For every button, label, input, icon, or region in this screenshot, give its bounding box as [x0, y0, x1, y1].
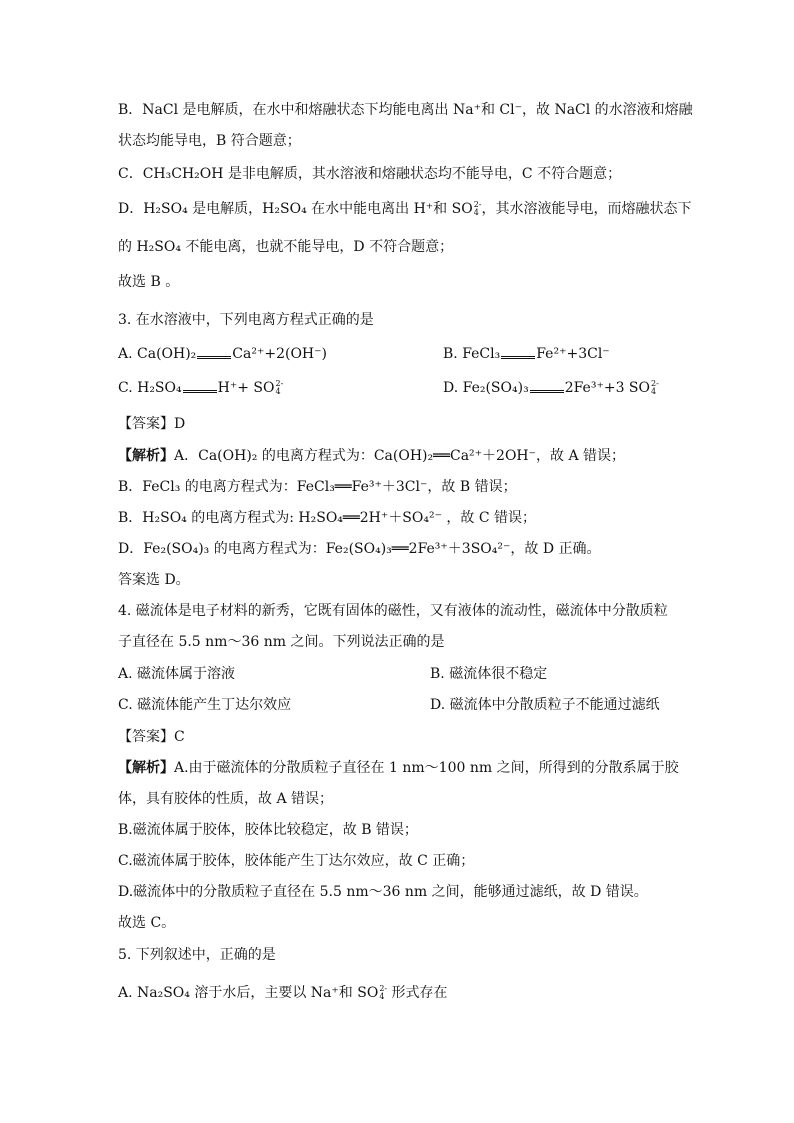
so4-charge: 2- 4	[473, 200, 482, 217]
prev-b-line1: B．NaCl 是电解质，在水中和熔融状态下均能电离出 Na⁺和 Cl⁻，故 NaCl 的水溶液和熔融	[118, 102, 693, 118]
q3-analysis-b: B．FeCl₃ 的电离方程式为：FeCl₃══Fe³⁺＋3Cl⁻，故 B 错误；	[118, 479, 517, 495]
q3-stem: 3. 在水溶液中，下列电离方程式正确的是	[118, 312, 374, 328]
q3-option-a: A. Ca(OH)₂ Ca²⁺+2(OH⁻)	[118, 346, 327, 362]
answer-value: D	[174, 416, 186, 432]
q4-analysis-c: C.磁流体属于胶体，胶体能产生丁达尔效应，故 C 正确；	[118, 853, 475, 869]
q4-stem-line2: 子直径在 5.5 nm～36 nm 之间。下列说法正确的是	[118, 634, 445, 650]
q4-choose: 故选 C。	[118, 915, 176, 931]
prev-d-line1	[118, 199, 692, 219]
prev-d-line2: 的 H₂SO₄ 不能电离，也就不能导电，D 不符合题意；	[118, 239, 454, 255]
q4-analysis-b: B.磁流体属于胶体，胶体比较稳定，故 B 错误；	[118, 822, 418, 838]
q4-option-c: C. 磁流体能产生丁达尔效应	[118, 697, 292, 713]
q3-analysis-d: D．Fe₂(SO₄)₃ 的电离方程式为：Fe₂(SO₄)₃══2Fe³⁺＋3SO₄²⁻，故 D 正确。	[118, 541, 601, 557]
answer-tag: 【答案】	[118, 416, 174, 432]
q3-analysis-a: 【解析】A．Ca(OH)₂ 的电离方程式为：Ca(OH)₂══Ca²⁺＋2OH⁻，故 A 错误；	[118, 448, 626, 464]
q5-stem: 5. 下列叙述中，正确的是	[118, 947, 276, 963]
q3-answer	[118, 414, 185, 434]
q3-analysis-c: B．H₂SO₄ 的电离方程式为: H₂SO₄══2H⁺＋SO₄²⁻ ，故 C 错误；	[118, 510, 537, 526]
q5-option-a: A. Na₂SO₄ 溶于水后，主要以 Na⁺和 SO 2- 4 形式存在	[118, 984, 448, 1001]
q4-option-b: B. 磁流体很不稳定	[430, 666, 548, 682]
q4-option-d: D. 磁流体中分散质粒子不能通过滤纸	[430, 697, 660, 713]
q4-option-a: A. 磁流体属于溶液	[118, 666, 236, 682]
prev-b-line2: 状态均能导电，B 符合题意；	[118, 133, 301, 149]
prev-c-line: C．CH₃CH₂OH 是非电解质，其水溶液和熔融状态均不能导电，C 不符合题意；	[118, 166, 622, 182]
prev-d-line1-a: D．H₂SO₄ 是电解质，H₂SO₄ 在水中能电离出 H⁺和 SO	[118, 201, 473, 217]
q4-analysis-d: D.磁流体中的分散质粒子直径在 5.5 nm～36 nm 之间，能够通过滤纸，故 D 错误。	[118, 884, 648, 900]
q3-option-c: C. H₂SO₄ H⁺+ SO 2- 4	[118, 379, 284, 396]
q3-option-d: D. Fe₂(SO₄)₃ 2Fe³⁺+3 SO 2- 4	[443, 379, 659, 396]
q4-analysis-a2: 体，具有胶体的性质，故 A 错误；	[118, 791, 334, 807]
q4-answer: 【答案】C	[118, 729, 185, 745]
q3-choose: 答案选 D。	[118, 572, 190, 588]
q3-option-b: B. FeCl₃ Fe²⁺+3Cl⁻	[443, 346, 610, 362]
q4-analysis-a1: 【解析】A.由于磁流体的分散质粒子直径在 1 nm～100 nm 之间，所得到的分散系属于胶	[118, 760, 679, 776]
prev-d-line1-b: ，其水溶液能导电，而熔融状态下	[481, 201, 692, 217]
q4-stem-line1: 4. 磁流体是电子材料的新秀，它既有固体的磁性，又有液体的流动性，磁流体中分散质粒	[118, 603, 668, 619]
prev-choose: 故选 B 。	[118, 274, 180, 290]
